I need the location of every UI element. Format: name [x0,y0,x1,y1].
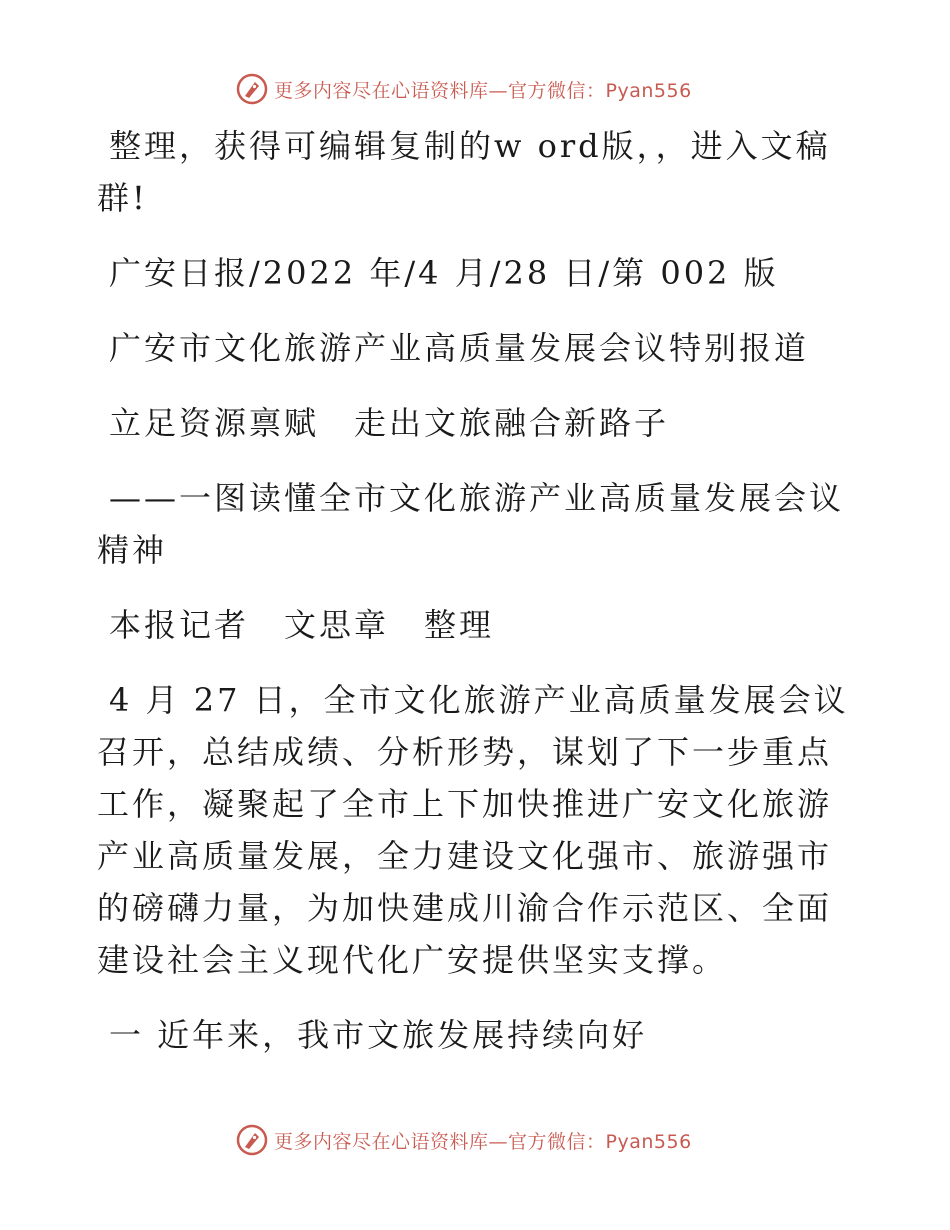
watermark-text: 更多内容尽在心语资料库—官方微信：Pyan556 [274,79,692,102]
paragraph-byline: 本报记者 文思章 整理 [109,606,495,644]
pen-nib-logo-icon [236,73,268,105]
paragraph-intro-note: 整理，获得可编辑复制的w ord版，，进入文稿群! [97,127,831,217]
watermark-text: 更多内容尽在心语资料库—官方微信：Pyan556 [274,1130,692,1153]
pen-nib-logo-icon [236,1124,268,1156]
header-watermark-banner [236,72,692,106]
footer-watermark-banner [236,1123,692,1157]
paragraph-article-title: 立足资源禀赋 走出文旅融合新路子 [109,404,670,442]
document-body [97,120,857,1084]
paragraph-article-subtitle: ——一图读懂全市文化旅游产业高质量发展会议精神 [97,479,845,569]
paragraph-report-series: 广安市文化旅游产业高质量发展会议特别报道 [109,329,810,367]
paragraph-source-line: 广安日报/2022 年/4 月/28 日/第 002 版 [109,254,779,292]
paragraph-section-heading: 一 近年来，我市文旅发展持续向好 [109,1016,648,1054]
paragraph-body: 4 月 27 日，全市文化旅游产业高质量发展会议召开，总结成绩、分析形势，谋划了下一步重点工作，凝聚起了全市上下加快推进广安文化旅游产业高质量发展，全力建设文化强市、旅游强市的磅礴力量，为加快建成川渝合作示范区、全面建设社会主义现代化广安提供坚实支撑。 [97,681,849,979]
